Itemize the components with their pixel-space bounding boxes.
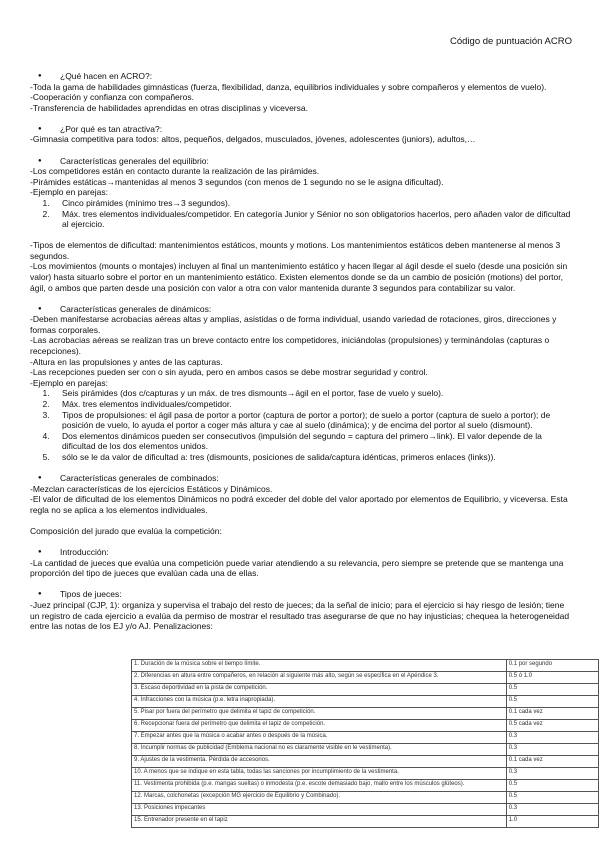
penalty-value: 0.5 bbox=[506, 696, 598, 708]
paragraph: -Los movimientos (mounts o montajes) incluyen al final un mantenimiento estático y hacen llegar al ágil desde el suelo (desde una posición sin valor) hasta situarlo sobre el portor en un mantenimiento estático. Existen elementos donde se da un cambio de posición (motions) del portor, ágil, o ambos que parten desde una posición con valor a otra con valor mantenida durante 3 segundos para contabilizar su valor. bbox=[30, 261, 568, 293]
penalty-description: 11. Vestimenta prohibida (p.e. mangas sueltas) o inmodesta (p.e. escote demasiado bajo, mallo entre los músculos glúteos). bbox=[132, 780, 507, 792]
text-line: -Transferencia de habilidades aprendidas en otras disciplinas y viceversa. bbox=[30, 102, 308, 113]
text-line: -Altura en las propulsiones y antes de las capturas. bbox=[30, 356, 223, 367]
text-line: -Mezclan características de los ejercicios Estáticos y Dinámicos. bbox=[30, 483, 273, 494]
table-row bbox=[132, 780, 599, 792]
penalty-description: 7. Empezar antes que la música o acabar antes o después de la música. bbox=[132, 732, 507, 744]
penalty-value: 0.5 bbox=[506, 684, 598, 696]
list-item: 4. Dos elementos dinámicos pueden ser consecutivos (impulsión del segundo = captura del primero→link). El valor depende de la dificultad de los dos elementos unidos. bbox=[52, 431, 576, 452]
penalty-value: 0.3 bbox=[506, 804, 598, 816]
list-item: 2. Máx. tres elementos individuales/competidor. En categoría Junior y Sénior no son obligatorios hacerlos, pero añaden valor de dificultad al ejercicio. bbox=[52, 209, 576, 230]
text-line: -Deben manifestarse acrobacias aéreas altas y amplias, asistidas o de forma individual, usando variedad de rotaciones, giros, direcciones y formas corporales. bbox=[30, 314, 557, 335]
text-line: -Ejemplo en parejas: bbox=[30, 377, 108, 388]
penalty-description: 4. Infracciones con la música (p.e. letra inapropiada). bbox=[132, 696, 507, 708]
penalty-value: 0.5 cada vez bbox=[506, 720, 598, 732]
penalty-description: 10. A menos que se indique en esta tabla, todas las sanciones por incumplimiento de la vestimenta. bbox=[132, 768, 507, 780]
penalty-value: 1.0 bbox=[506, 816, 598, 828]
table-row bbox=[132, 672, 599, 684]
text-line: -El valor de dificultad de los elementos Dinámicos no podrá exceder del doble del valor aportado por elementos de Equilibrio, y viceversa. Esta regla no se aplica a los elementos individuales. bbox=[30, 494, 568, 515]
section-heading-por-que: ● ¿Por qué es tan atractiva?: bbox=[30, 124, 576, 135]
equilibrio-list bbox=[30, 198, 576, 230]
paragraph: -Tipos de elementos de dificultad: mantenimientos estáticos, mounts y motions. Los mantenimientos estáticos deben mantenerse al menos 3 segundos. bbox=[30, 240, 561, 261]
section-heading-dinamicos: ● Características generales de dinámicos: bbox=[30, 304, 576, 315]
penalty-value: 0.5 bbox=[506, 792, 598, 804]
penalty-value: 0.3 bbox=[506, 744, 598, 756]
table-row bbox=[132, 732, 599, 744]
table-row bbox=[132, 720, 599, 732]
text-line: -Cooperación y confianza con compañeros. bbox=[30, 92, 194, 103]
section-heading-introduccion: ● Introducción: bbox=[30, 547, 576, 558]
table-row bbox=[132, 684, 599, 696]
penalty-value: 0.5 bbox=[506, 780, 598, 792]
table-row bbox=[132, 744, 599, 756]
penalty-description: 2. Diferencias en altura entre compañeros, en relación al siguiente más alto, según se especifica en el Apéndice 3. bbox=[132, 672, 507, 684]
table-row bbox=[132, 660, 599, 672]
section-heading-equilibrio: ● Características generales del equilibrio: bbox=[30, 156, 576, 167]
penalty-value: 0.3 bbox=[506, 768, 598, 780]
section-heading-tipos-jueces: ● Tipos de jueces: bbox=[30, 589, 576, 600]
list-item: 1. Seis pirámides (dos c/capturas y un máx. de tres dismounts→ágil en el portor, fase de vuelo y suelo). bbox=[52, 388, 576, 399]
text-line: -Ejemplo en parejas: bbox=[30, 187, 108, 198]
text-line: -Los competidores están en contacto durante la realización de las pirámides. bbox=[30, 166, 320, 177]
table-row bbox=[132, 792, 599, 804]
penalty-description: 1. Duración de la música sobre el tiempo límite. bbox=[132, 660, 507, 672]
list-item: 2. Máx. tres elementos individuales/competidor. bbox=[52, 399, 576, 410]
text-line: -Gimnasia competitiva para todos: altos, pequeños, delgados, musculados, jóvenes, adolescentes (juniors), adultos,… bbox=[30, 134, 476, 145]
section-heading-combinados: ● Características generales de combinados: bbox=[30, 473, 576, 484]
penalty-description: 3. Escaso deportividad en la pista de competición. bbox=[132, 684, 507, 696]
dinamicos-list bbox=[30, 388, 576, 462]
table-row bbox=[132, 696, 599, 708]
list-item: 1. Cinco pirámides (mínimo tres→3 segundos). bbox=[52, 198, 576, 209]
list-item: 3. Tipos de propulsiones: el ágil pasa de portor a portor (captura de portor a portor); de suelo a portor (captura de suelo a portor); de posición de vuelo, lo ayuda el portor a coger más altura y cae al suelo (dinámica); y de encima del portor al suelo (dismount). bbox=[52, 410, 576, 431]
penalty-description: 9. Ajustes de la vestimenta. Pérdida de accesorios. bbox=[132, 756, 507, 768]
penalties-table bbox=[131, 659, 599, 828]
table-row bbox=[132, 708, 599, 720]
list-item: 5. sólo se le da valor de dificultad a: tres (dismounts, posiciones de salida/captura idénticas, primeros enlaces (links)). bbox=[52, 452, 576, 463]
page-header: Código de puntuación ACRO bbox=[450, 36, 572, 47]
penalty-value: 0.1 cada vez bbox=[506, 708, 598, 720]
penalty-description: 8. Incumplir normas de publicidad (Emblema nacional no es claramente visible en le vestimenta). bbox=[132, 744, 507, 756]
penalty-description: 15. Entrenador presente en el tapiz bbox=[132, 816, 507, 828]
text-line: -Las acrobacias aéreas se realizan tras un breve contacto entre los competidores, iniciándolas (propulsiones) y terminándolas (capturas o recepciones). bbox=[30, 335, 550, 357]
text-line: -Pirámides estáticas→mantenidas al menos 3 segundos (con menos de 1 segundo no se le asigna dificultad). bbox=[30, 176, 444, 187]
penalty-value: 0.1 cada vez bbox=[506, 756, 598, 768]
table-row bbox=[132, 756, 599, 768]
text-line: -Las recepciones pueden ser con o sin ayuda, pero en ambos casos se debe mostrar seguridad y control. bbox=[30, 367, 428, 378]
penalty-description: 12. Marcas, colchonetas (excepción MG ejercicio de Equilibrio y Combinado). bbox=[132, 792, 507, 804]
table-row bbox=[132, 804, 599, 816]
text-line: -Toda la gama de habilidades gimnásticas (fuerza, flexibilidad, danza, equilibrios individuales y sobre compañeros y elementos de vuelo). bbox=[30, 81, 547, 92]
penalty-value: 0.1 por segundo bbox=[506, 660, 598, 672]
document-body bbox=[30, 71, 576, 632]
table-row bbox=[132, 816, 599, 828]
table-row bbox=[132, 768, 599, 780]
section-heading-que-hacen: ● ¿Qué hacen en ACRO?: bbox=[30, 71, 576, 82]
penalty-description: 6. Recepcionar fuera del perímetro que delimita el tapiz de competición. bbox=[132, 720, 507, 732]
penalty-description: 5. Pisar por fuera del perímetro que delimita el tapiz de competición. bbox=[132, 708, 507, 720]
penalty-description: 13. Posiciones impecantes bbox=[132, 804, 507, 816]
jurado-title: Composición del jurado que evalúa la competición: bbox=[30, 525, 222, 536]
penalty-value: 0.3 bbox=[506, 732, 598, 744]
text-line: -La cantidad de jueces que evalúa una competición puede variar atendiendo a su relevancia, pero siempre se pretende que se mantenga una proporción del tipo de jueces que evalúan cada una de ellas. bbox=[30, 557, 564, 579]
text-line: -Juez principal (CJP, 1): organiza y supervisa el trabajo del resto de jueces; da la señal de inicio; para el ejercicio si hay riesgo de lesión; tiene un registro de cada ejercicio a evalúa da permiso de mostrar el resultado tras asegurarse de que no hay injusticias; chequea la heterogeneidad entre las notas de los EJ y/o AJ. Penalizaciones: bbox=[30, 599, 570, 632]
penalty-value: 0.5 ó 1.0 bbox=[506, 672, 598, 684]
